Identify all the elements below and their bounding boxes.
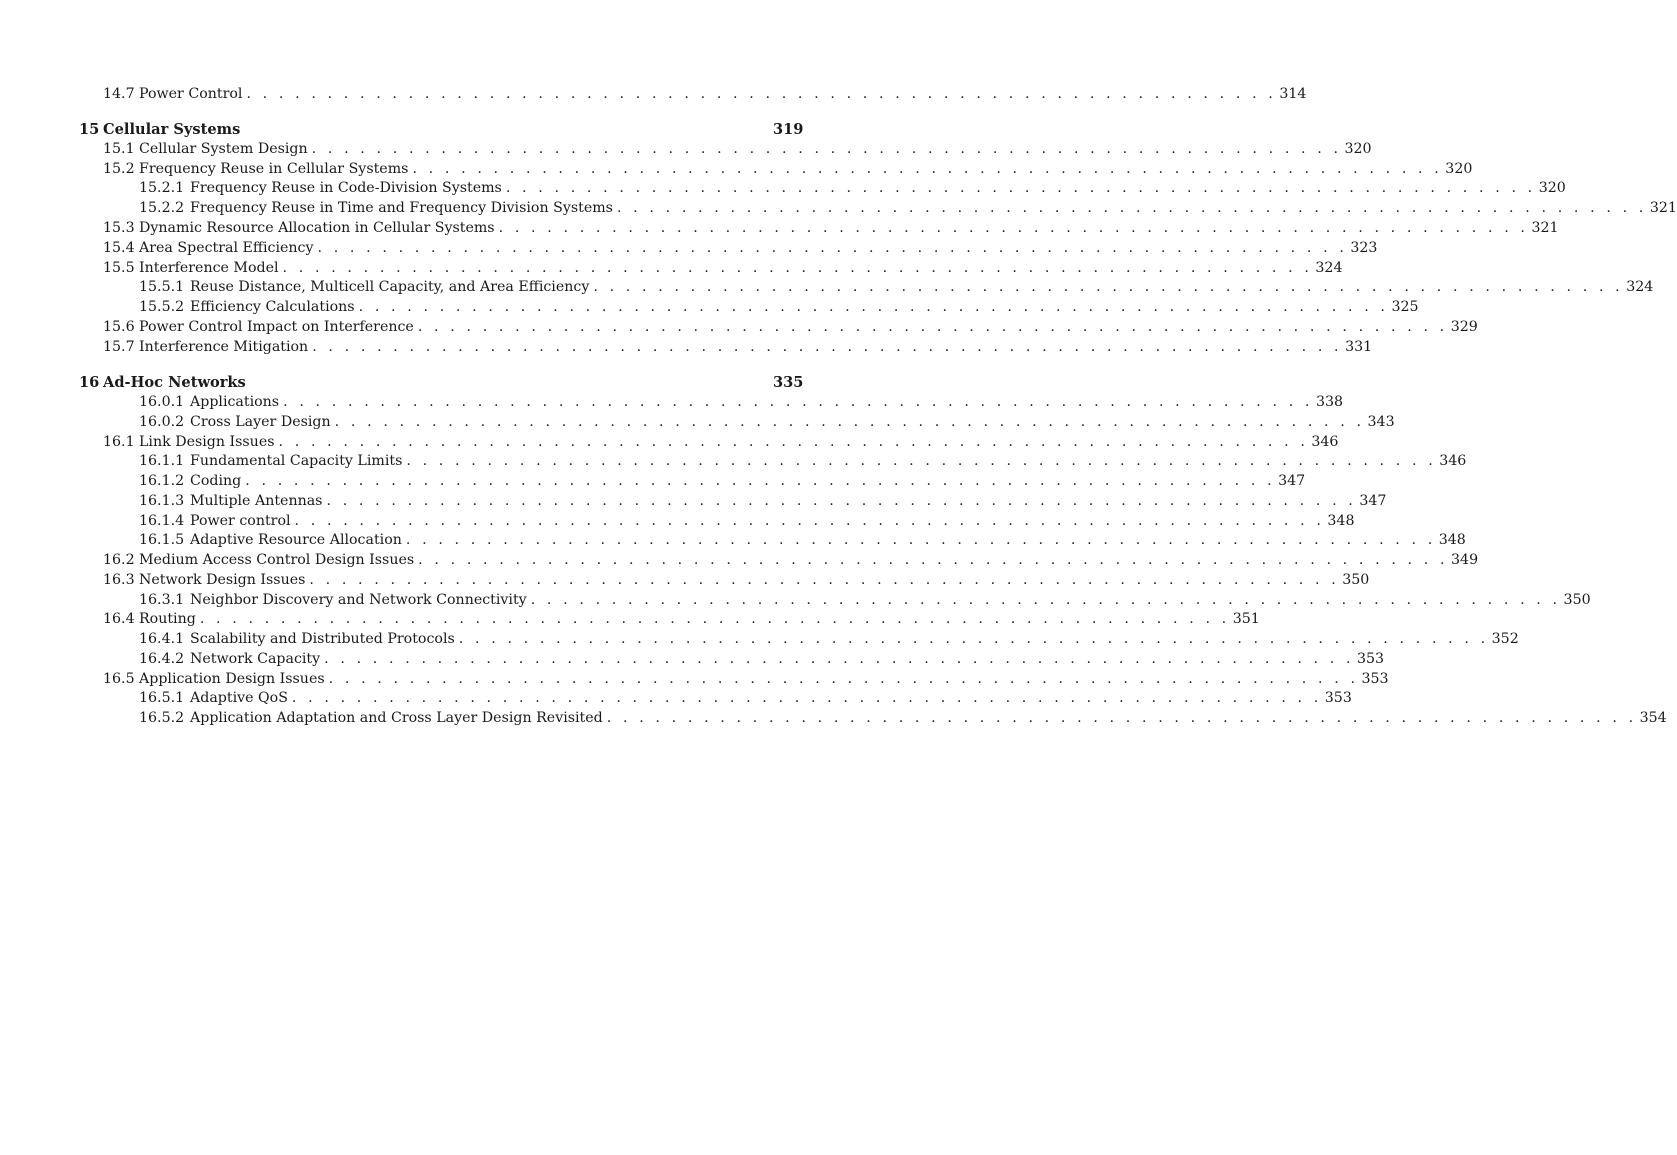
dot-leader: . . . . . . . . . . . . . . . . . . . . . . . . . . . . . . . . . . . . . . . . . . . . . . . . . . . . . . . . . . . . . . . . bbox=[317, 240, 1348, 256]
subsection-number: 16.5.1 bbox=[139, 690, 185, 706]
page-number: 324 bbox=[1315, 260, 1343, 276]
toc-subsection-entry[interactable] bbox=[139, 492, 1387, 512]
dot-leader: . . . . . . . . . . . . . . . . . . . . . . . . . . . . . . . . . . . . . . . . . . . . . . . . . . . . . . . . . . . . . . . . bbox=[458, 631, 1489, 647]
toc-subsection-entry[interactable] bbox=[139, 179, 1566, 199]
dot-leader: . . . . . . . . . . . . . . . . . . . . . . . . . . . . . . . . . . . . . . . . . . . . . . . . . . . . . . . . . . . . . . . . bbox=[309, 572, 1340, 588]
toc-section-entry[interactable] bbox=[103, 338, 1373, 358]
section-number: 16.1 bbox=[103, 434, 135, 450]
page-number: 346 bbox=[1311, 434, 1339, 450]
subsection-title: Adaptive QoS bbox=[190, 690, 288, 706]
toc-section-entry[interactable] bbox=[103, 160, 1473, 180]
toc-subsection-entry[interactable] bbox=[139, 278, 1654, 298]
subsection-number: 15.2.2 bbox=[139, 200, 185, 216]
dot-leader: . . . . . . . . . . . . . . . . . . . . . . . . . . . . . . . . . . . . . . . . . . . . . . . . . . . . . . . . . . . . . . . . bbox=[505, 180, 1536, 196]
toc-section-entry[interactable] bbox=[103, 259, 1343, 279]
page-number: 338 bbox=[1315, 394, 1344, 410]
page-number: 353 bbox=[1357, 651, 1385, 667]
toc-section-entry[interactable] bbox=[103, 318, 1478, 338]
toc-subsection-entry[interactable] bbox=[139, 709, 1667, 729]
subsection-number: 15.5.2 bbox=[139, 299, 185, 315]
page-number: 320 bbox=[1445, 161, 1473, 177]
dot-leader: . . . . . . . . . . . . . . . . . . . . . . . . . . . . . . . . . . . . . . . . . . . . . . . . . . . . . . . . . . . . . . . . bbox=[245, 473, 1276, 489]
chapter-number: 15 bbox=[79, 121, 100, 138]
page-number: 319 bbox=[773, 121, 804, 138]
chapter-title: Ad-Hoc Networks bbox=[103, 374, 246, 391]
toc-section-entry[interactable] bbox=[103, 239, 1378, 259]
page-number: 348 bbox=[1438, 532, 1466, 548]
page-number: 321 bbox=[1649, 200, 1677, 216]
section-title: Power Control bbox=[139, 86, 243, 102]
dot-leader: . . . . . . . . . . . . . . . . . . . . . . . . . . . . . . . . . . . . . . . . . . . . . . . . . . . . . . . . . . . . . . . . bbox=[311, 141, 1342, 157]
subsection-number: 15.5.1 bbox=[139, 279, 185, 295]
section-number: 15.2 bbox=[103, 161, 135, 177]
dot-leader: . . . . . . . . . . . . . . . . . . . . . . . . . . . . . . . . . . . . . . . . . . . . . . . . . . . . . . . . . . . . . . . . bbox=[282, 260, 1313, 276]
toc-section-entry[interactable] bbox=[103, 85, 1307, 105]
dot-leader: . . . . . . . . . . . . . . . . . . . . . . . . . . . . . . . . . . . . . . . . . . . . . . . . . . . . . . . . . . . . . . . . bbox=[294, 513, 1325, 529]
subsection-title: Fundamental Capacity Limits bbox=[190, 453, 403, 469]
subsection-number: 16.4.2 bbox=[139, 651, 185, 667]
subsection-title: Adaptive Resource Allocation bbox=[190, 532, 402, 548]
subsection-number: 16.5.2 bbox=[139, 710, 185, 726]
dot-leader: . . . . . . . . . . . . . . . . . . . . . . . . . . . . . . . . . . . . . . . . . . . . . . . . . . . . . . . . . . . . . . . . bbox=[616, 200, 1647, 216]
chapter-number: 16 bbox=[79, 374, 100, 391]
page-number: 349 bbox=[1451, 552, 1479, 568]
subsection-title: Power control bbox=[190, 513, 291, 529]
subsection-title: Frequency Reuse in Time and Frequency Division Systems bbox=[190, 200, 613, 216]
chapter-title: Cellular Systems bbox=[103, 121, 241, 138]
toc-subsection-entry[interactable] bbox=[139, 531, 1466, 551]
toc-subsection-entry[interactable] bbox=[139, 393, 1344, 413]
toc-chapter-entry[interactable] bbox=[79, 373, 803, 393]
page-number: 323 bbox=[1350, 240, 1378, 256]
dot-leader: . . . . . . . . . . . . . . . . . . . . . . . . . . . . . . . . . . . . . . . . . . . . . . . . . . . . . . . . . . . . . . . . bbox=[498, 220, 1529, 236]
page-number: 329 bbox=[1450, 319, 1478, 335]
page-number: 351 bbox=[1232, 611, 1260, 627]
section-title: Cellular System Design bbox=[139, 141, 308, 157]
toc-subsection-entry[interactable] bbox=[139, 413, 1395, 433]
toc-section-entry[interactable] bbox=[103, 670, 1389, 690]
section-number: 16.4 bbox=[103, 611, 135, 627]
toc-subsection-entry[interactable] bbox=[139, 630, 1519, 650]
toc-subsection-entry[interactable] bbox=[139, 689, 1352, 709]
dot-leader: . . . . . . . . . . . . . . . . . . . . . . . . . . . . . . . . . . . . . . . . . . . . . . . . . . . . . . . . . . . . . . . . bbox=[246, 86, 1277, 102]
dot-leader: . . . . . . . . . . . . . . . . . . . . . . . . . . . . . . . . . . . . . . . . . . . . . . . . . . . . . . . . . . . . . . . . bbox=[312, 339, 1343, 355]
section-number: 16.2 bbox=[103, 552, 135, 568]
subsection-title: Applications bbox=[190, 394, 280, 410]
dot-leader: . . . . . . . . . . . . . . . . . . . . . . . . . . . . . . . . . . . . . . . . . . . . . . . . . . . . . . . . . . . . . . . . bbox=[283, 394, 1314, 410]
toc-section-entry[interactable] bbox=[103, 551, 1479, 571]
toc-subsection-entry[interactable] bbox=[139, 298, 1419, 318]
page-number: 314 bbox=[1279, 86, 1307, 102]
section-title: Power Control Impact on Interference bbox=[139, 319, 414, 335]
section-title: Dynamic Resource Allocation in Cellular Systems bbox=[139, 220, 495, 236]
subsection-number: 16.1.2 bbox=[139, 473, 185, 489]
dot-leader: . . . . . . . . . . . . . . . . . . . . . . . . . . . . . . . . . . . . . . . . . . . . . . . . . . . . . . . . . . . . . . . . bbox=[417, 319, 1448, 335]
section-title: Application Design Issues bbox=[139, 671, 325, 687]
page-number: 320 bbox=[1538, 180, 1566, 196]
toc-subsection-entry[interactable] bbox=[139, 199, 1677, 219]
toc-section-entry[interactable] bbox=[103, 433, 1339, 453]
page-number: 335 bbox=[773, 374, 804, 391]
page-number: 320 bbox=[1344, 141, 1372, 157]
page-number: 347 bbox=[1359, 493, 1387, 509]
section-title: Frequency Reuse in Cellular Systems bbox=[139, 161, 409, 177]
subsection-title: Application Adaptation and Cross Layer Design Revisited bbox=[190, 710, 603, 726]
toc-section-entry[interactable] bbox=[103, 571, 1370, 591]
section-number: 15.1 bbox=[103, 141, 135, 157]
section-number: 15.5 bbox=[103, 260, 135, 276]
section-title: Area Spectral Efficiency bbox=[139, 240, 314, 256]
section-number: 15.4 bbox=[103, 240, 135, 256]
page-number: 346 bbox=[1439, 453, 1467, 469]
section-number: 15.3 bbox=[103, 220, 135, 236]
dot-leader: . . . . . . . . . . . . . . . . . . . . . . . . . . . . . . . . . . . . . . . . . . . . . . . . . . . . . . . . . . . . . . . . bbox=[358, 299, 1389, 315]
subsection-number: 16.4.1 bbox=[139, 631, 185, 647]
dot-leader: . . . . . . . . . . . . . . . . . . . . . . . . . . . . . . . . . . . . . . . . . . . . . . . . . . . . . . . . . . . . . . . . bbox=[606, 710, 1637, 726]
section-number: 15.7 bbox=[103, 339, 135, 355]
section-number: 16.5 bbox=[103, 671, 135, 687]
page-number: 347 bbox=[1278, 473, 1306, 489]
page-number: 352 bbox=[1491, 631, 1519, 647]
page-number: 331 bbox=[1345, 339, 1373, 355]
toc-section-entry[interactable] bbox=[103, 140, 1372, 160]
section-title: Link Design Issues bbox=[139, 434, 275, 450]
dot-leader: . . . . . . . . . . . . . . . . . . . . . . . . . . . . . . . . . . . . . . . . . . . . . . . . . . . . . . . . . . . . . . . . bbox=[278, 434, 1309, 450]
subsection-number: 16.1.4 bbox=[139, 513, 185, 529]
toc-subsection-entry[interactable] bbox=[139, 591, 1591, 611]
page-number: 324 bbox=[1626, 279, 1654, 295]
subsection-title: Frequency Reuse in Code-Division Systems bbox=[190, 180, 502, 196]
subsection-title: Network Capacity bbox=[190, 651, 321, 667]
section-title: Routing bbox=[139, 611, 196, 627]
page-number: 350 bbox=[1563, 592, 1591, 608]
toc-subsection-entry[interactable] bbox=[139, 650, 1385, 670]
section-title: Medium Access Control Design Issues bbox=[139, 552, 415, 568]
subsection-title: Coding bbox=[190, 473, 242, 489]
subsection-title: Neighbor Discovery and Network Connectivity bbox=[190, 592, 527, 608]
page-number: 325 bbox=[1391, 299, 1419, 315]
toc-subsection-entry[interactable] bbox=[139, 512, 1355, 532]
section-title: Interference Mitigation bbox=[139, 339, 309, 355]
page-number: 353 bbox=[1361, 671, 1389, 687]
page-number: 354 bbox=[1639, 710, 1667, 726]
subsection-number: 16.3.1 bbox=[139, 592, 185, 608]
toc-subsection-entry[interactable] bbox=[139, 472, 1306, 492]
subsection-number: 16.0.1 bbox=[139, 394, 185, 410]
dot-leader: . . . . . . . . . . . . . . . . . . . . . . . . . . . . . . . . . . . . . . . . . . . . . . . . . . . . . . . . . . . . . . . . bbox=[593, 279, 1624, 295]
dot-leader: . . . . . . . . . . . . . . . . . . . . . . . . . . . . . . . . . . . . . . . . . . . . . . . . . . . . . . . . . . . . . . . . bbox=[326, 493, 1357, 509]
toc-chapter-entry[interactable] bbox=[79, 120, 803, 140]
subsection-title: Reuse Distance, Multicell Capacity, and Area Efficiency bbox=[190, 279, 590, 295]
section-number: 16.3 bbox=[103, 572, 135, 588]
section-title: Interference Model bbox=[139, 260, 279, 276]
subsection-title: Efficiency Calculations bbox=[190, 299, 355, 315]
section-number: 14.7 bbox=[103, 86, 135, 102]
subsection-number: 16.1.1 bbox=[139, 453, 185, 469]
section-title: Network Design Issues bbox=[139, 572, 306, 588]
subsection-number: 16.1.5 bbox=[139, 532, 185, 548]
toc-section-entry[interactable] bbox=[103, 219, 1559, 239]
toc-subsection-entry[interactable] bbox=[139, 452, 1467, 472]
dot-leader: . . . . . . . . . . . . . . . . . . . . . . . . . . . . . . . . . . . . . . . . . . . . . . . . . . . . . . . . . . . . . . . . bbox=[328, 671, 1359, 687]
section-number: 15.6 bbox=[103, 319, 135, 335]
page-number: 350 bbox=[1342, 572, 1370, 588]
dot-leader: . . . . . . . . . . . . . . . . . . . . . . . . . . . . . . . . . . . . . . . . . . . . . . . . . . . . . . . . . . . . . . . . bbox=[291, 690, 1322, 706]
subsection-title: Multiple Antennas bbox=[190, 493, 323, 509]
subsection-number: 15.2.1 bbox=[139, 180, 185, 196]
page-number: 353 bbox=[1324, 690, 1352, 706]
toc-section-entry[interactable] bbox=[103, 610, 1260, 630]
subsection-number: 16.1.3 bbox=[139, 493, 185, 509]
dot-leader: . . . . . . . . . . . . . . . . . . . . . . . . . . . . . . . . . . . . . . . . . . . . . . . . . . . . . . . . . . . . . . . . bbox=[324, 651, 1355, 667]
dot-leader: . . . . . . . . . . . . . . . . . . . . . . . . . . . . . . . . . . . . . . . . . . . . . . . . . . . . . . . . . . . . . . . . bbox=[334, 414, 1365, 430]
subsection-title: Scalability and Distributed Protocols bbox=[190, 631, 455, 647]
dot-leader: . . . . . . . . . . . . . . . . . . . . . . . . . . . . . . . . . . . . . . . . . . . . . . . . . . . . . . . . . . . . . . . . bbox=[412, 161, 1443, 177]
dot-leader: . . . . . . . . . . . . . . . . . . . . . . . . . . . . . . . . . . . . . . . . . . . . . . . . . . . . . . . . . . . . . . . . bbox=[405, 532, 1436, 548]
subsection-title: Cross Layer Design bbox=[190, 414, 331, 430]
dot-leader: . . . . . . . . . . . . . . . . . . . . . . . . . . . . . . . . . . . . . . . . . . . . . . . . . . . . . . . . . . . . . . . . bbox=[199, 611, 1230, 627]
dot-leader: . . . . . . . . . . . . . . . . . . . . . . . . . . . . . . . . . . . . . . . . . . . . . . . . . . . . . . . . . . . . . . . . bbox=[406, 453, 1437, 469]
page-number: 343 bbox=[1367, 414, 1395, 430]
page-number: 348 bbox=[1327, 513, 1355, 529]
page-number: 321 bbox=[1531, 220, 1559, 236]
dot-leader: . . . . . . . . . . . . . . . . . . . . . . . . . . . . . . . . . . . . . . . . . . . . . . . . . . . . . . . . . . . . . . . . bbox=[530, 592, 1561, 608]
dot-leader: . . . . . . . . . . . . . . . . . . . . . . . . . . . . . . . . . . . . . . . . . . . . . . . . . . . . . . . . . . . . . . . . bbox=[418, 552, 1449, 568]
subsection-number: 16.0.2 bbox=[139, 414, 185, 430]
